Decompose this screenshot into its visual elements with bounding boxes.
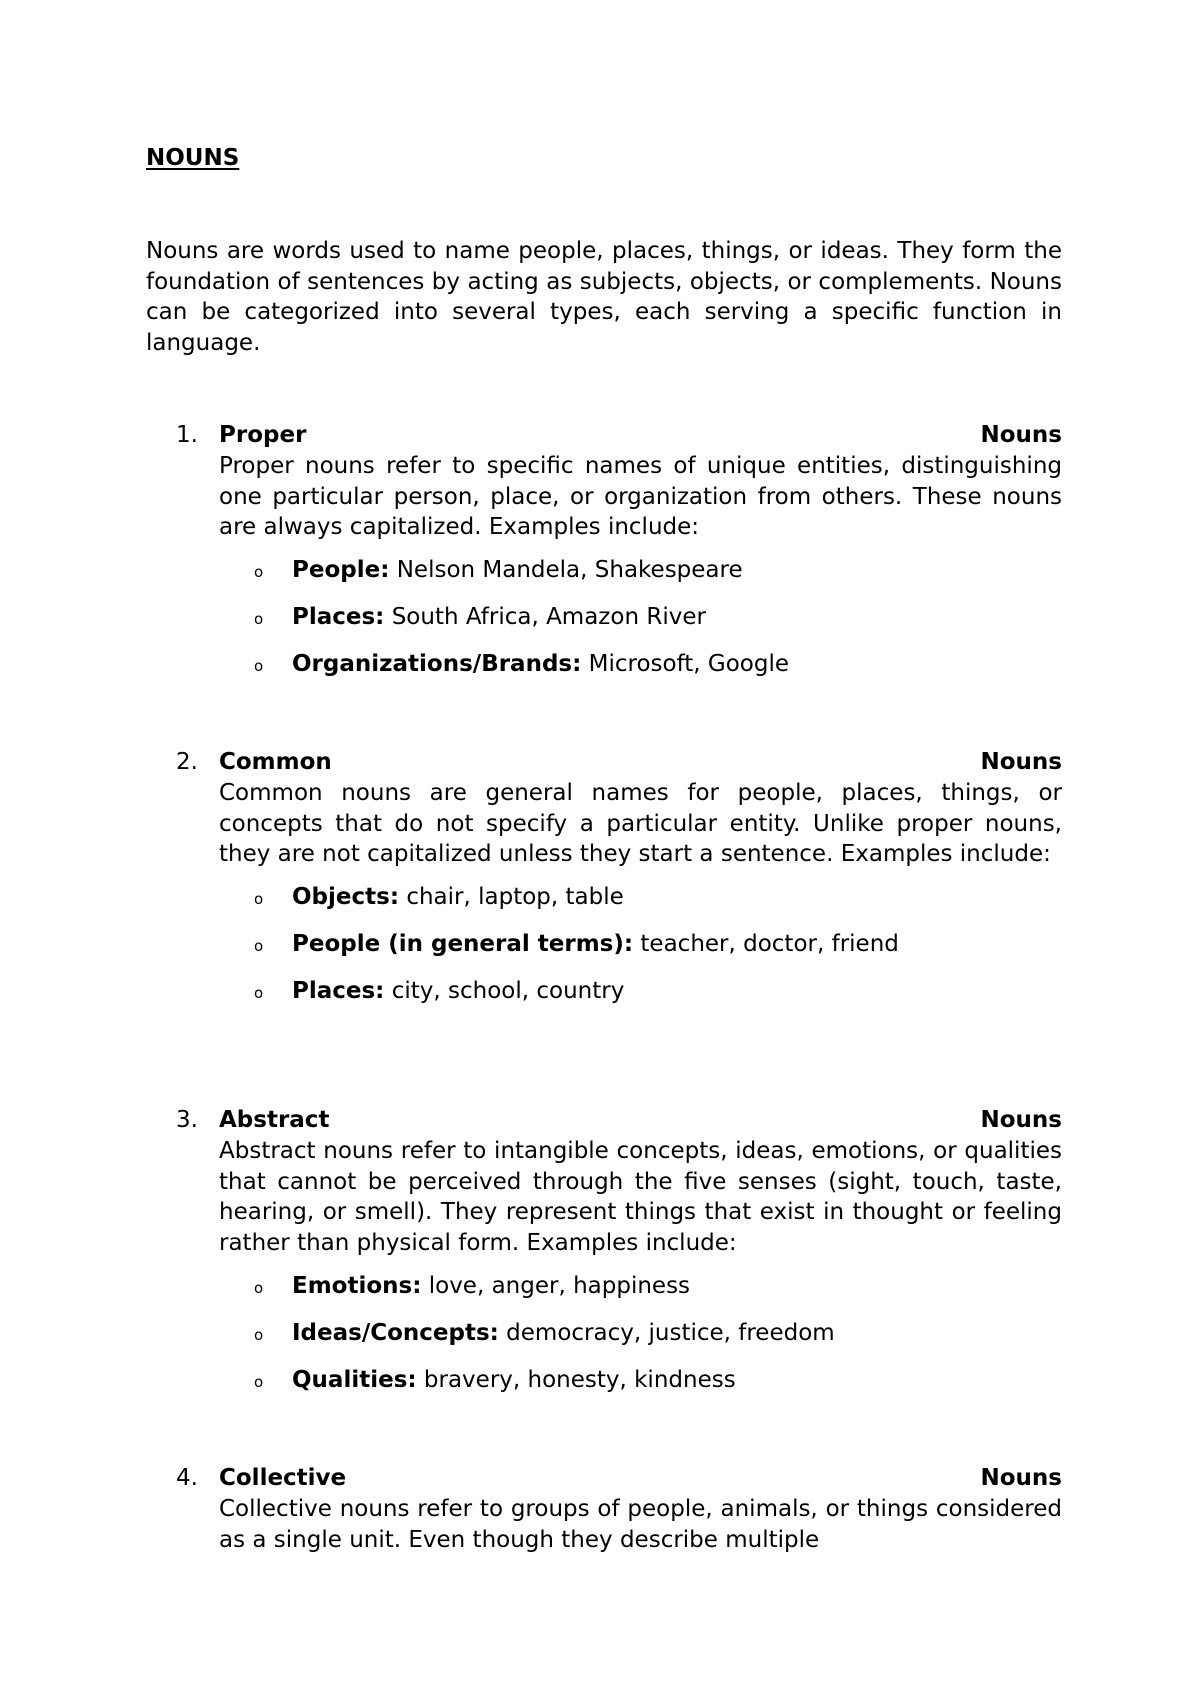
- example-list: [146, 555, 1062, 696]
- section-number: 3.: [176, 1107, 198, 1133]
- circle-bullet-icon: o: [254, 610, 264, 629]
- section-common-nouns: [146, 747, 1062, 1023]
- section-body: Collective nouns refer to groups of people, animals, or things considered as a single unit. Even though they describe multiple: [219, 1496, 1062, 1553]
- example-label: Qualities:: [292, 1366, 417, 1393]
- example-label: People:: [292, 557, 390, 584]
- section-heading: [146, 420, 1062, 451]
- circle-bullet-icon: o: [254, 937, 264, 956]
- circle-bullet-icon: o: [254, 984, 264, 1003]
- page-title: NOUNS: [146, 145, 240, 171]
- section-heading: [146, 1105, 1062, 1136]
- section-body: Proper nouns refer to specific names of unique entities, distinguishing one particular person, place, or organization from others. These nouns are always capitalized. Examples include:: [219, 453, 1062, 541]
- example-label: Places:: [292, 978, 385, 1005]
- example-label: Objects:: [292, 884, 400, 911]
- list-item: [146, 1318, 1062, 1365]
- intro-paragraph: Nouns are words used to name people, places, things, or ideas. They form the foundation of sentences by acting as subjects, objects, or complements. Nouns can be categorized into several types, each serving a specific function in language.: [146, 238, 1062, 357]
- circle-bullet-icon: o: [254, 563, 264, 582]
- list-item: [146, 649, 1062, 696]
- example-text: Microsoft, Google: [581, 651, 790, 678]
- circle-bullet-icon: o: [254, 1372, 264, 1391]
- example-text: love, anger, happiness: [421, 1272, 691, 1299]
- section-body: Common nouns are general names for people, places, things, or concepts that do not specify a particular entity. Unlike proper nouns, they are not capitalized unless they start a sentence. Examples include:: [219, 780, 1062, 868]
- list-item: [146, 882, 1062, 929]
- example-text: democracy, justice, freedom: [498, 1319, 835, 1346]
- circle-bullet-icon: o: [254, 1278, 264, 1297]
- section-name: Collective: [219, 1465, 347, 1491]
- section-heading: [146, 747, 1062, 778]
- example-label: Ideas/Concepts:: [292, 1319, 499, 1346]
- circle-bullet-icon: o: [254, 1325, 264, 1344]
- example-text: South Africa, Amazon River: [384, 604, 706, 631]
- section-name: Abstract: [219, 1107, 330, 1133]
- list-item: [146, 602, 1062, 649]
- section-heading-right: Nouns: [980, 1107, 1062, 1133]
- list-item: [146, 1271, 1062, 1318]
- list-item: [146, 555, 1062, 602]
- example-list: [146, 882, 1062, 1023]
- circle-bullet-icon: o: [254, 890, 264, 909]
- list-item: [146, 929, 1062, 976]
- section-body: Abstract nouns refer to intangible concepts, ideas, emotions, or qualities that cannot be perceived through the five senses (sight, touch, taste, hearing, or smell). They represent things that exist in thought or feeling rather than physical form. Examples include:: [219, 1138, 1062, 1257]
- circle-bullet-icon: o: [254, 657, 264, 676]
- example-label: Places:: [292, 604, 385, 631]
- example-label: Emotions:: [292, 1272, 422, 1299]
- section-heading-right: Nouns: [980, 749, 1062, 775]
- section-number: 2.: [176, 749, 198, 775]
- example-label: People (in general terms):: [292, 931, 634, 958]
- list-item: [146, 1365, 1062, 1412]
- example-text: bravery, honesty, kindness: [416, 1366, 736, 1393]
- example-list: [146, 1271, 1062, 1412]
- section-name: Proper: [219, 422, 307, 448]
- section-heading-right: Nouns: [980, 422, 1062, 448]
- list-item: [146, 976, 1062, 1023]
- section-abstract-nouns: [146, 1105, 1062, 1412]
- section-heading-right: Nouns: [980, 1465, 1062, 1491]
- section-proper-nouns: [146, 420, 1062, 696]
- example-text: Nelson Mandela, Shakespeare: [389, 557, 743, 584]
- section-heading: [146, 1463, 1062, 1494]
- example-label: Organizations/Brands:: [292, 651, 582, 678]
- example-text: teacher, doctor, friend: [633, 931, 899, 958]
- section-collective-nouns: [146, 1463, 1062, 1555]
- section-number: 1.: [176, 422, 198, 448]
- example-text: city, school, country: [384, 978, 625, 1005]
- section-name: Common: [219, 749, 332, 775]
- section-number: 4.: [176, 1465, 198, 1491]
- example-text: chair, laptop, table: [399, 884, 624, 911]
